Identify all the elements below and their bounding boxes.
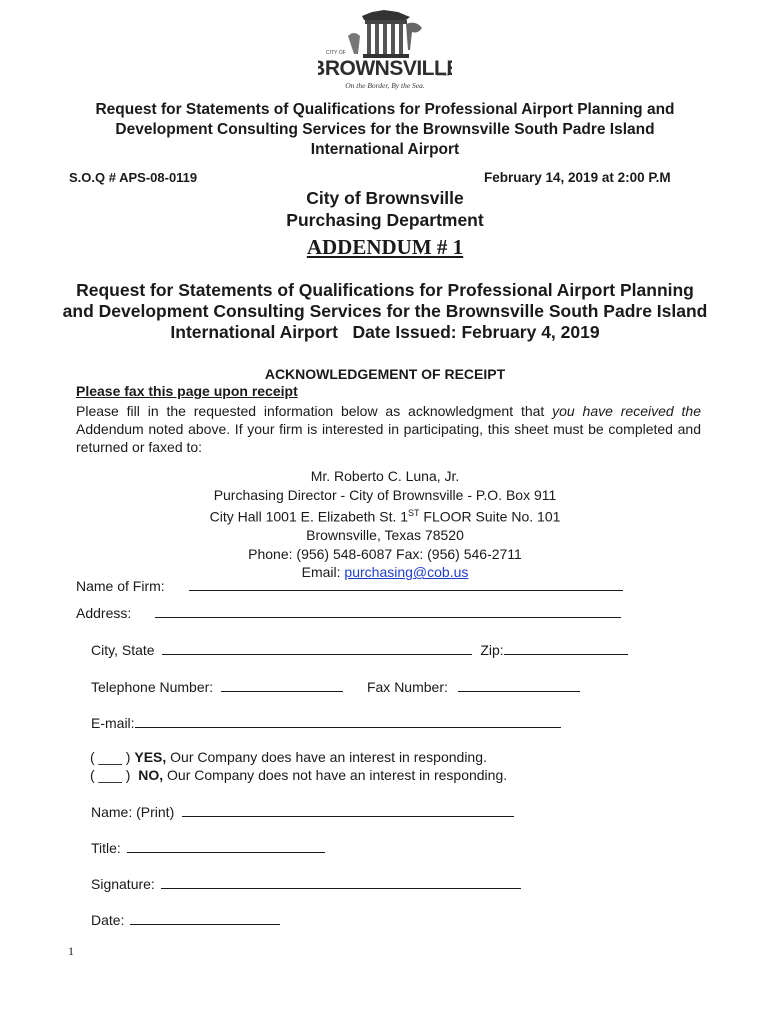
email-field[interactable]: E-mail: <box>91 713 561 731</box>
city-state-field[interactable]: City, State Zip: <box>91 640 628 658</box>
contact-block <box>0 467 770 582</box>
email-line[interactable] <box>135 713 561 728</box>
date-field[interactable]: Date: <box>91 910 280 928</box>
email-link[interactable]: purchasing@cob.us <box>344 564 469 581</box>
telephone-field[interactable]: Telephone Number: Fax Number: <box>91 677 580 695</box>
address-line[interactable] <box>155 603 621 618</box>
due-date: February 14, 2019 at 2:00 P.M <box>484 170 671 185</box>
contact-phone: Phone: (956) 548-6087 Fax: (956) 546-2711 <box>248 545 522 562</box>
page-number: 1 <box>68 944 74 958</box>
fax-line[interactable] <box>458 677 580 692</box>
contact-email-row: Email: purchasing@cob.us <box>301 564 469 581</box>
issuer-block <box>0 187 770 231</box>
print-name-field[interactable]: Name: (Print) <box>91 802 514 820</box>
subtitle-line: International Airport Date Issued: February 4, 2019 <box>170 322 600 342</box>
department-name: Purchasing Department <box>286 210 484 230</box>
addendum-subtitle <box>0 280 770 343</box>
title-field[interactable]: Title: <box>91 838 325 856</box>
svg-text:On the Border, By the Sea.: On the Border, By the Sea. <box>345 81 425 90</box>
addendum-heading: ADDENDUM # 1 <box>306 235 464 259</box>
yes-option[interactable]: ( ___ ) YES, Our Company does have an interest in responding. <box>90 749 487 765</box>
svg-text:BROWNSVILLE: BROWNSVILL <box>318 57 447 80</box>
city-logo <box>318 10 452 92</box>
address-field[interactable]: Address: <box>76 603 621 621</box>
zip-line[interactable] <box>504 640 628 655</box>
firm-name-field[interactable]: Name of Firm: <box>76 576 623 594</box>
city-name: City of Brownsville <box>306 188 464 208</box>
firm-name-line[interactable] <box>189 576 623 591</box>
signature-field[interactable]: Signature: <box>91 874 521 892</box>
city-hall-building-icon <box>318 10 452 92</box>
svg-text:TEXAS: TEXAS <box>436 72 450 77</box>
date-line[interactable] <box>130 910 280 925</box>
city-state-line[interactable] <box>162 640 472 655</box>
subtitle-line: and Development Consulting Services for the Brownsville South Padre Island <box>62 301 708 321</box>
telephone-line[interactable] <box>221 677 343 692</box>
interest-choices <box>90 748 507 784</box>
fax-instruction: Please fax this page upon receipt <box>76 383 298 399</box>
contact-street: City Hall 1001 E. Elizabeth St. 1ST FLOOR Suite No. 101 <box>209 508 561 525</box>
title-line-input[interactable] <box>127 838 325 853</box>
contact-title: Purchasing Director - City of Brownsville - P.O. Box 911 <box>213 486 557 503</box>
no-option[interactable]: ( ___ ) NO, Our Company does not have an interest in responding. <box>90 767 508 783</box>
title-line: Development Consulting Services for the Brownsville South Padre Island <box>115 121 655 138</box>
instructions-paragraph: Please fill in the requested information below as acknowledgment that you have received the Addendum noted above. If your firm is interested in participating, this sheet must be completed and returned or faxed to: <box>76 403 701 455</box>
document-title <box>0 100 770 160</box>
subtitle-line: Request for Statements of Qualifications for Professional Airport Planning <box>76 280 694 300</box>
contact-city: Brownsville, Texas 78520 <box>306 527 464 544</box>
title-line: Request for Statements of Qualifications for Professional Airport Planning and <box>95 101 675 118</box>
title-line: International Airport <box>310 141 460 158</box>
signature-line[interactable] <box>161 874 521 889</box>
print-name-line[interactable] <box>182 802 514 817</box>
soq-number: S.O.Q # APS-08-0119 <box>69 170 198 185</box>
svg-text:CITY OF: CITY OF <box>326 50 346 56</box>
acknowledgement-heading: ACKNOWLEDGEMENT OF RECEIPT <box>264 366 506 382</box>
contact-name: Mr. Roberto C. Luna, Jr. <box>310 468 460 484</box>
